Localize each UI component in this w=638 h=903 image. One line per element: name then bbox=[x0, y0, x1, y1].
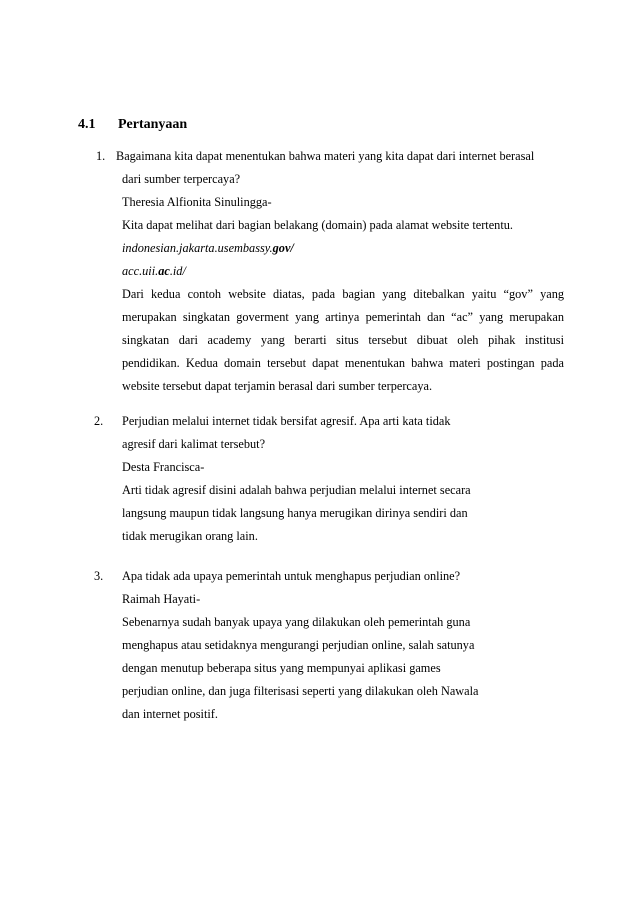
question-item-3 bbox=[94, 565, 564, 726]
question-text-line: dari sumber terpercaya? bbox=[122, 172, 241, 186]
question-text-line: Bagaimana kita dapat menentukan bahwa materi yang kita dapat dari internet berasal bbox=[116, 149, 535, 163]
example-url-1 bbox=[116, 237, 564, 260]
section-heading bbox=[78, 116, 187, 134]
answer-text-line: menghapus atau setidaknya mengurangi perjudian online, salah satunya bbox=[122, 638, 475, 652]
answer-text-line: dan internet positif. bbox=[122, 707, 218, 721]
answer-text-line: perjudian online, dan juga filterisasi seperti yang dilakukan oleh Nawala bbox=[122, 684, 479, 698]
answer-text-line: Dari kedua contoh website diatas, pada bagian yang ditebalkan yaitu “gov” yang bbox=[122, 287, 564, 301]
section-title: Pertanyaan bbox=[118, 117, 188, 132]
question-text-line: Apa tidak ada upaya pemerintah untuk menghapus perjudian online? bbox=[122, 569, 461, 583]
url-suffix: .id/ bbox=[169, 264, 186, 278]
answer-text-line: Kita dapat melihat dari bagian belakang (domain) pada alamat website tertentu. bbox=[122, 218, 513, 232]
answerer-name: Raimah Hayati- bbox=[122, 592, 201, 606]
question-body bbox=[122, 410, 564, 548]
question-number: 2. bbox=[94, 414, 104, 428]
question-text-line: agresif dari kalimat tersebut? bbox=[122, 437, 266, 451]
question-number: 1. bbox=[96, 149, 106, 163]
example-url-2 bbox=[116, 260, 564, 283]
question-text-line: Perjudian melalui internet tidak bersifat agresif. Apa arti kata tidak bbox=[122, 414, 451, 428]
question-body bbox=[122, 565, 564, 726]
answer-text-line: merupakan singkatan goverment yang artinya pemerintah dan “ac” yang merupakan bbox=[122, 310, 564, 324]
answerer-name: Theresia Alfionita Sinulingga- bbox=[122, 195, 272, 209]
url-domain-bold: ac bbox=[158, 264, 170, 278]
answer-text-line: Sebenarnya sudah banyak upaya yang dilakukan oleh pemerintah guna bbox=[122, 615, 471, 629]
answer-text-line: pendidikan. Kedua domain tersebut dapat menentukan bahwa materi postingan pada bbox=[122, 356, 564, 370]
answer-text-line: website tersebut dapat terjamin berasal dari sumber terpercaya. bbox=[122, 379, 433, 393]
question-number: 3. bbox=[94, 569, 104, 583]
answer-text-line: singkatan dari academy yang berarti situs tersebut dibuat oleh pihak institusi bbox=[122, 333, 564, 347]
answer-text-line: dengan menutup beberapa situs yang mempunyai aplikasi games bbox=[122, 661, 441, 675]
url-prefix: acc.uii. bbox=[122, 264, 159, 278]
answer-text-line: langsung maupun tidak langsung hanya merugikan dirinya sendiri dan bbox=[122, 506, 468, 520]
url-domain-bold: gov/ bbox=[272, 241, 294, 255]
question-body bbox=[116, 145, 564, 398]
url-prefix: indonesian.jakarta.usembassy. bbox=[122, 241, 273, 255]
question-item-2 bbox=[94, 410, 564, 548]
question-item-1 bbox=[94, 145, 564, 398]
answerer-name: Desta Francisca- bbox=[122, 460, 205, 474]
answer-text-line: Arti tidak agresif disini adalah bahwa perjudian melalui internet secara bbox=[122, 483, 471, 497]
section-number: 4.1 bbox=[78, 117, 96, 132]
answer-text-line: tidak merugikan orang lain. bbox=[122, 529, 258, 543]
